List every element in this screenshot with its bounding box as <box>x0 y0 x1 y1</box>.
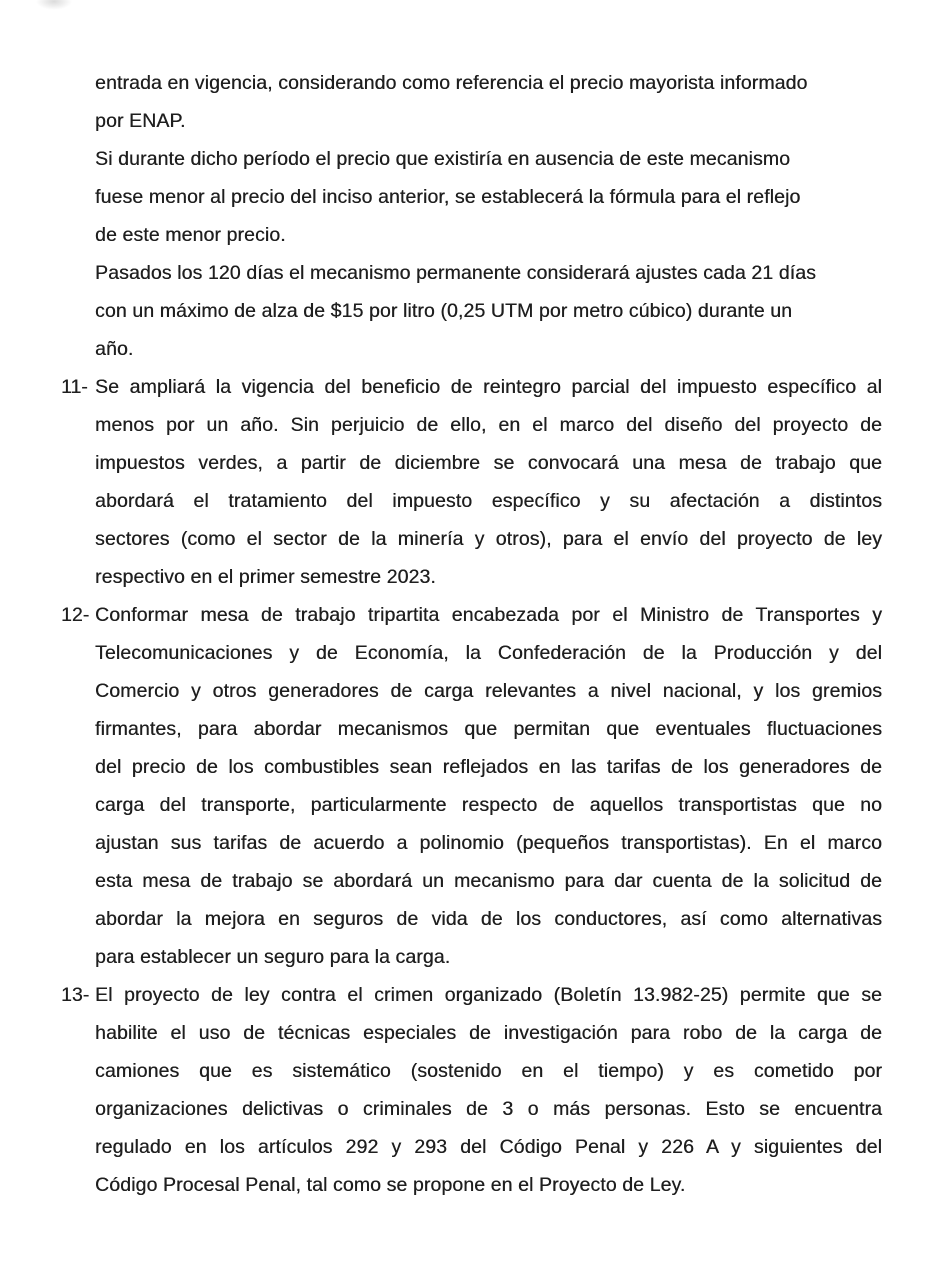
document-body <box>61 64 882 1204</box>
text-line: entrada en vigencia, considerando como referencia el precio mayorista informado <box>95 72 808 94</box>
text-line: carga del transporte, particularmente respecto de aquellos transportistas que no <box>95 794 882 816</box>
text-line: Se ampliará la vigencia del beneficio de reintegro parcial del impuesto específico al <box>95 376 882 398</box>
numbered-item-11 <box>61 368 882 596</box>
text-line: impuestos verdes, a partir de diciembre se convocará una mesa de trabajo que <box>95 452 882 474</box>
text-line: Pasados los 120 días el mecanismo permanente considerará ajustes cada 21 días <box>95 262 816 284</box>
item-number: 13- <box>61 984 90 1006</box>
numbered-item-12 <box>61 596 882 976</box>
paragraph <box>95 254 882 368</box>
text-line: regulado en los artículos 292 y 293 del Código Penal y 226 A y siguientes del <box>95 1136 882 1158</box>
text-line: con un máximo de alza de $15 por litro (0,25 UTM por metro cúbico) durante un <box>95 300 793 322</box>
text-line: respectivo en el primer semestre 2023. <box>95 566 436 588</box>
text-line: año. <box>95 338 134 360</box>
scan-artifact-smudge <box>36 0 72 10</box>
text-line: abordará el tratamiento del impuesto específico y su afectación a distintos <box>95 490 882 512</box>
text-line: del precio de los combustibles sean reflejados en las tarifas de los generadores de <box>95 756 882 778</box>
text-line: Conformar mesa de trabajo tripartita encabezada por el Ministro de Transportes y <box>95 604 882 626</box>
text-line: de este menor precio. <box>95 224 286 246</box>
text-line: Telecomunicaciones y de Economía, la Confederación de la Producción y del <box>95 642 882 664</box>
text-line: habilite el uso de técnicas especiales de investigación para robo de la carga de <box>95 1022 882 1044</box>
paragraph <box>95 64 882 140</box>
text-line: ajustan sus tarifas de acuerdo a polinomio (pequeños transportistas). En el marco <box>95 832 882 854</box>
item-number: 11- <box>61 376 88 398</box>
text-line: firmantes, para abordar mecanismos que permitan que eventuales fluctuaciones <box>95 718 882 740</box>
text-line: abordar la mejora en seguros de vida de los conductores, así como alternativas <box>95 908 882 930</box>
text-line: sectores (como el sector de la minería y otros), para el envío del proyecto de ley <box>95 528 882 550</box>
text-line: Código Procesal Penal, tal como se propone en el Proyecto de Ley. <box>95 1174 686 1196</box>
text-line: para establecer un seguro para la carga. <box>95 946 451 968</box>
text-line: Comercio y otros generadores de carga relevantes a nivel nacional, y los gremios <box>95 680 882 702</box>
item-number: 12- <box>61 604 90 626</box>
paragraph <box>95 140 882 254</box>
text-line: menos por un año. Sin perjuicio de ello, en el marco del diseño del proyecto de <box>95 414 882 436</box>
numbered-item-13 <box>61 976 882 1204</box>
text-line: por ENAP. <box>95 110 186 132</box>
text-line: esta mesa de trabajo se abordará un mecanismo para dar cuenta de la solicitud de <box>95 870 882 892</box>
text-line: Si durante dicho período el precio que existiría en ausencia de este mecanismo <box>95 148 791 170</box>
text-line: organizaciones delictivas o criminales de 3 o más personas. Esto se encuentra <box>95 1098 882 1120</box>
text-line: fuese menor al precio del inciso anterior, se establecerá la fórmula para el reflejo <box>95 186 801 208</box>
text-line: camiones que es sistemático (sostenido en el tiempo) y es cometido por <box>95 1060 882 1082</box>
text-line: El proyecto de ley contra el crimen organizado (Boletín 13.982-25) permite que se <box>95 984 882 1006</box>
